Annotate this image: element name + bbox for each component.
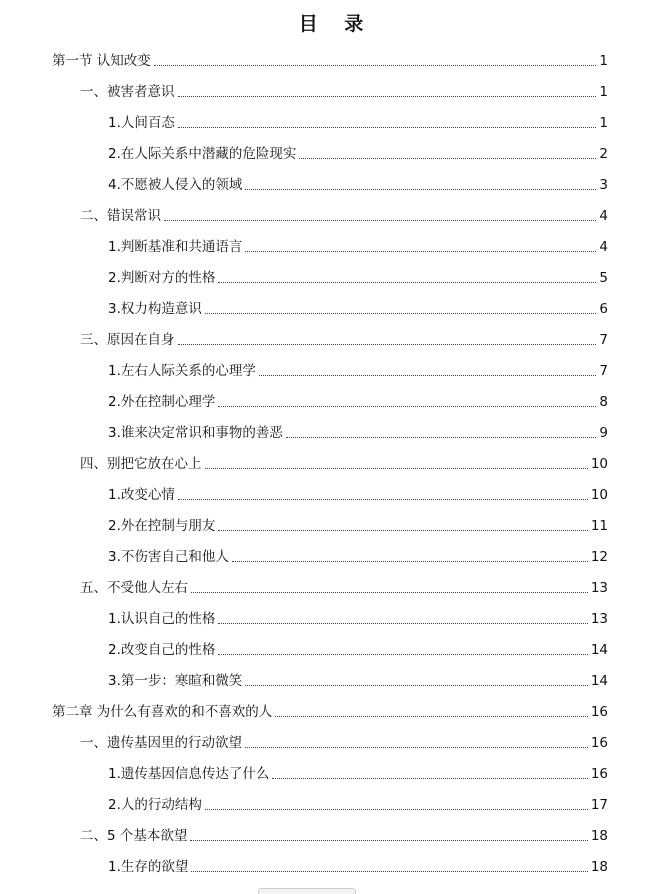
toc-entry[interactable]: [108, 418, 608, 442]
toc-entry-label: 4.不愿被人侵入的领域: [108, 177, 243, 193]
dot-leader: [218, 282, 596, 283]
toc-entry[interactable]: [108, 356, 608, 380]
toc-entry-label: 2.在人际关系中潜藏的危险现实: [108, 146, 297, 162]
dot-leader: [218, 623, 587, 624]
dot-leader: [191, 871, 587, 872]
toc-entry-label: 3.谁来决定常识和事物的善恶: [108, 425, 283, 441]
dot-leader: [218, 406, 596, 407]
toc-entry-label: 2.改变自己的性格: [108, 642, 216, 658]
toc-entry[interactable]: [80, 77, 608, 101]
toc-entry-page-number: 1: [599, 115, 608, 131]
toc-entry[interactable]: [108, 170, 608, 194]
dot-leader: [178, 499, 588, 500]
dot-leader: [259, 375, 597, 376]
toc-entry-label: 一、遗传基因里的行动欲望: [80, 735, 242, 751]
toc-entry-label: 2.外在控制与朋友: [108, 518, 216, 534]
toc-entry[interactable]: [108, 263, 608, 287]
toc-entry[interactable]: [108, 666, 608, 690]
toc-entry-page-number: 5: [599, 270, 608, 286]
scroll-indicator[interactable]: [258, 888, 356, 894]
toc-entry[interactable]: [108, 480, 608, 504]
dot-leader: [245, 747, 588, 748]
dot-leader: [245, 685, 587, 686]
toc-entry-page-number: 16: [590, 766, 608, 782]
toc-entry[interactable]: [108, 108, 608, 132]
dot-leader: [205, 313, 597, 314]
dot-leader: [299, 158, 596, 159]
toc-entry-page-number: 18: [590, 828, 608, 844]
toc-entry-page-number: 13: [590, 611, 608, 627]
toc-entry-page-number: 7: [599, 332, 608, 348]
dot-leader: [178, 127, 597, 128]
toc-entry-label: 1.生存的欲望: [108, 859, 189, 875]
dot-leader: [205, 468, 588, 469]
toc-entry[interactable]: [108, 759, 608, 783]
dot-leader: [154, 65, 597, 66]
toc-entry-page-number: 16: [590, 735, 608, 751]
dot-leader: [178, 344, 597, 345]
dot-leader: [178, 96, 597, 97]
toc-entry-page-number: 14: [590, 673, 608, 689]
toc-entry-page-number: 2: [599, 146, 608, 162]
toc-entry[interactable]: [52, 697, 608, 721]
toc-entry-label: 2.人的行动结构: [108, 797, 202, 813]
toc-entry-label: 1.判断基准和共通语言: [108, 239, 243, 255]
toc-entry[interactable]: [108, 294, 608, 318]
toc-entry-label: 1.左右人际关系的心理学: [108, 363, 256, 379]
toc-entry[interactable]: [80, 325, 608, 349]
toc-entry-label: 一、被害者意识: [80, 84, 175, 100]
toc-entry[interactable]: [108, 790, 608, 814]
toc-entry[interactable]: [108, 387, 608, 411]
toc-entry-label: 1.认识自己的性格: [108, 611, 216, 627]
toc-entry-page-number: 4: [599, 208, 608, 224]
toc-entry[interactable]: [108, 542, 608, 566]
toc-entry[interactable]: [80, 449, 608, 473]
toc-entry[interactable]: [108, 635, 608, 659]
toc-entry-page-number: 8: [599, 394, 608, 410]
toc-entry[interactable]: [108, 139, 608, 163]
toc-entry-page-number: 4: [599, 239, 608, 255]
toc-entry-label: 五、不受他人左右: [80, 580, 188, 596]
dot-leader: [275, 716, 588, 717]
toc-entry-page-number: 11: [590, 518, 608, 534]
toc-entry[interactable]: [108, 604, 608, 628]
dot-leader: [218, 654, 587, 655]
dot-leader: [272, 778, 587, 779]
dot-leader: [190, 840, 587, 841]
toc-entry-page-number: 7: [599, 363, 608, 379]
toc-entry-page-number: 1: [599, 84, 608, 100]
dot-leader: [232, 561, 588, 562]
dot-leader: [286, 437, 597, 438]
toc-entry-label: 3.权力构造意识: [108, 301, 202, 317]
toc-entry-label: 3.不伤害自己和他人: [108, 549, 229, 565]
toc-entry[interactable]: [80, 821, 608, 845]
toc-entry-label: 二、5 个基本欲望: [80, 828, 188, 844]
toc-entry[interactable]: [80, 728, 608, 752]
toc-entry-page-number: 6: [599, 301, 608, 317]
toc-entry[interactable]: [108, 511, 608, 535]
toc-entry-page-number: 1: [599, 53, 608, 69]
toc-entry-label: 3.第一步：寒暄和微笑: [108, 673, 243, 689]
toc-entry-page-number: 17: [590, 797, 608, 813]
toc-entry[interactable]: [108, 232, 608, 256]
dot-leader: [164, 220, 596, 221]
toc-entry-label: 1.改变心情: [108, 487, 175, 503]
toc-entry-label: 第二章 为什么有喜欢的和不喜欢的人: [52, 704, 273, 720]
dot-leader: [191, 592, 588, 593]
toc-entry-page-number: 12: [590, 549, 608, 565]
toc-entry-label: 第一节 认知改变: [52, 53, 151, 69]
toc-entry-label: 三、原因在自身: [80, 332, 175, 348]
toc-entry-label: 2.判断对方的性格: [108, 270, 216, 286]
toc-entry-page-number: 10: [590, 456, 608, 472]
dot-leader: [218, 530, 587, 531]
toc-entry-page-number: 18: [590, 859, 608, 875]
toc-entry[interactable]: [80, 201, 608, 225]
toc-title: 目 录: [298, 13, 374, 35]
toc-entry-page-number: 13: [590, 580, 608, 596]
toc-entry-label: 1.遗传基因信息传达了什么: [108, 766, 270, 782]
dot-leader: [245, 251, 596, 252]
toc-entry-page-number: 9: [599, 425, 608, 441]
toc-entry-page-number: 16: [590, 704, 608, 720]
toc-entry-label: 2.外在控制心理学: [108, 394, 216, 410]
toc-entry-label: 1.人间百态: [108, 115, 175, 131]
toc-entry-label: 四、别把它放在心上: [80, 456, 202, 472]
toc-entry[interactable]: [80, 573, 608, 597]
toc-entry-label: 二、错误常识: [80, 208, 161, 224]
dot-leader: [205, 809, 588, 810]
toc-entry-page-number: 14: [590, 642, 608, 658]
toc-entry-page-number: 10: [590, 487, 608, 503]
dot-leader: [245, 189, 596, 190]
toc-entry-page-number: 3: [599, 177, 608, 193]
toc-entry[interactable]: [108, 852, 608, 876]
toc-entry[interactable]: [52, 46, 608, 70]
